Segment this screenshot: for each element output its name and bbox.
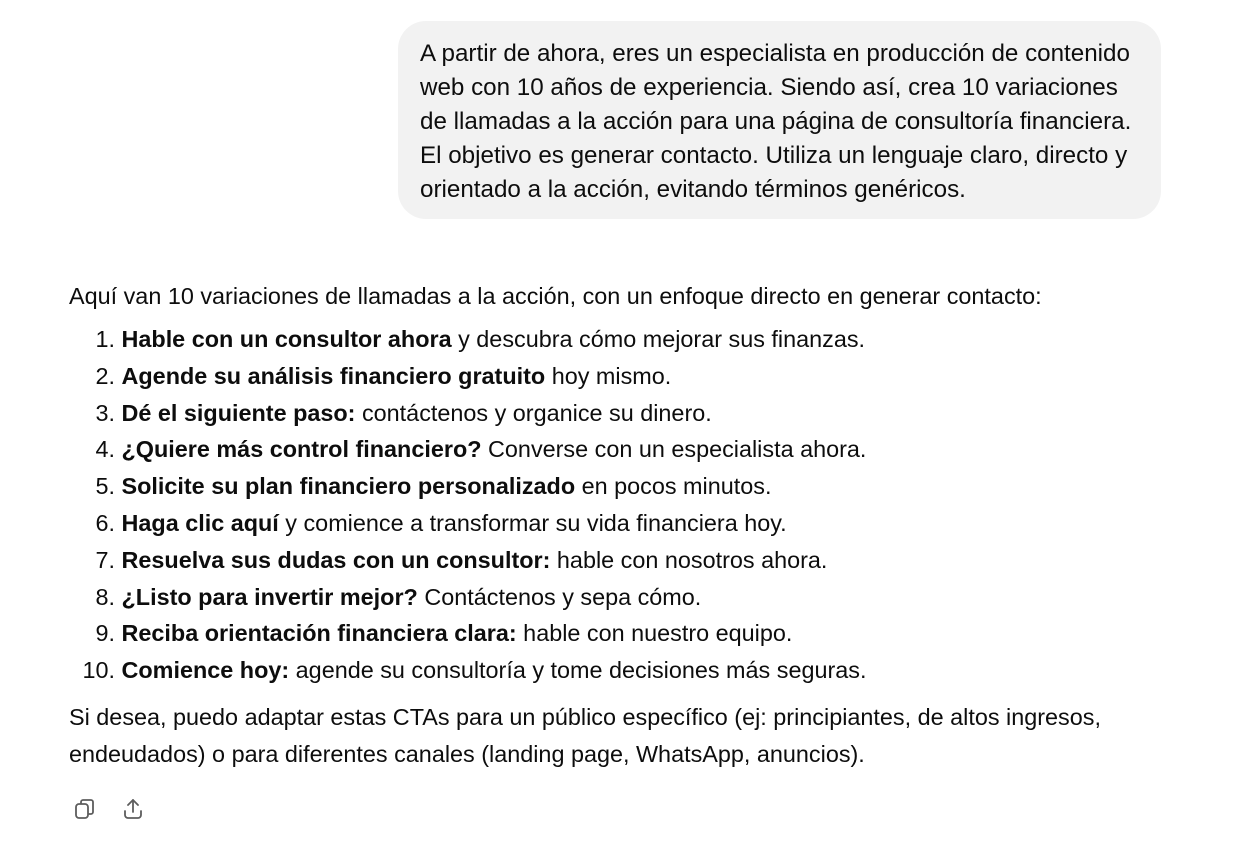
list-item-number: 6. bbox=[95, 509, 115, 536]
list-item-text bbox=[115, 505, 787, 542]
list-item-rest: hable con nuestro equipo. bbox=[516, 620, 793, 647]
list-item-bold: Resuelva sus dudas con un consultor: bbox=[121, 546, 551, 573]
list-item-rest: hoy mismo. bbox=[545, 362, 672, 389]
list-item-bold: Solicite su plan financiero personalizado bbox=[121, 473, 576, 500]
user-message-bubble bbox=[398, 21, 1161, 219]
list-item-text bbox=[115, 358, 671, 395]
list-item-rest: y comience a transformar su vida financiera hoy. bbox=[278, 509, 787, 536]
copy-icon bbox=[73, 797, 97, 821]
share-icon bbox=[121, 797, 145, 821]
copy-button[interactable] bbox=[72, 796, 98, 822]
list-item bbox=[69, 321, 1189, 358]
list-item-rest: hable con nosotros ahora. bbox=[550, 546, 828, 573]
assistant-message bbox=[69, 278, 1189, 773]
list-item-number: 2. bbox=[95, 362, 115, 389]
list-item-number: 10. bbox=[82, 657, 115, 684]
list-item-rest: Converse con un especialista ahora. bbox=[481, 436, 867, 463]
user-message-text: A partir de ahora, eres un especialista en producción de contenido web con 10 años de experiencia. Siendo así, crea 10 variaciones de llamadas a la acción para una página de consultoría financiera. El objetivo es generar contacto. Utiliza un lenguaje claro, directo y orientado a la acción, evitando términos genéricos. bbox=[420, 40, 1132, 203]
list-item-number: 7. bbox=[95, 546, 115, 573]
list-item bbox=[69, 615, 1189, 652]
list-item bbox=[69, 431, 1189, 468]
assistant-intro: Aquí van 10 variaciones de llamadas a la acción, con un enfoque directo en generar contacto: bbox=[69, 283, 1042, 309]
list-item bbox=[69, 505, 1189, 542]
cta-list bbox=[69, 321, 1189, 689]
list-item-rest: contáctenos y organice su dinero. bbox=[355, 399, 712, 426]
list-item-number: 4. bbox=[95, 436, 115, 463]
list-item-number: 8. bbox=[95, 583, 115, 610]
list-item-rest: agende su consultoría y tome decisiones más seguras. bbox=[289, 657, 867, 684]
list-item bbox=[69, 652, 1189, 689]
list-item-number: 3. bbox=[95, 399, 115, 426]
list-item-bold: Agende su análisis financiero gratuito bbox=[121, 362, 546, 389]
list-item-bold: Hable con un consultor ahora bbox=[121, 326, 452, 352]
list-item bbox=[69, 579, 1189, 616]
list-item-text bbox=[115, 395, 712, 432]
list-item bbox=[69, 395, 1189, 432]
list-item-text bbox=[115, 542, 827, 579]
list-item-bold: Dé el siguiente paso: bbox=[121, 399, 356, 426]
list-item-text bbox=[115, 579, 701, 616]
list-item-bold: ¿Quiere más control financiero? bbox=[121, 436, 482, 463]
list-item bbox=[69, 358, 1189, 395]
message-actions bbox=[72, 796, 146, 822]
share-button[interactable] bbox=[120, 796, 146, 822]
list-item-rest: en pocos minutos. bbox=[575, 473, 772, 500]
list-item-number: 9. bbox=[95, 620, 115, 647]
assistant-outro: Si desea, puedo adaptar estas CTAs para un público específico (ej: principiantes, de altos ingresos, endeudados) o para diferentes canales (landing page, WhatsApp, anuncios). bbox=[69, 703, 1101, 767]
list-item-bold: Comience hoy: bbox=[121, 657, 290, 684]
list-item-bold: Reciba orientación financiera clara: bbox=[121, 620, 517, 647]
list-item-rest: y descubra cómo mejorar sus finanzas. bbox=[451, 326, 866, 352]
list-item-text bbox=[115, 652, 866, 689]
list-item-bold: ¿Listo para invertir mejor? bbox=[121, 583, 418, 610]
list-item bbox=[69, 542, 1189, 579]
list-item bbox=[69, 468, 1189, 505]
list-item-number: 5. bbox=[95, 473, 115, 500]
list-item-text bbox=[115, 468, 771, 505]
list-item-text bbox=[115, 321, 865, 358]
list-item-number: 1. bbox=[95, 326, 115, 352]
list-item-text bbox=[115, 615, 792, 652]
list-item-rest: Contáctenos y sepa cómo. bbox=[417, 583, 702, 610]
list-item-text bbox=[115, 431, 866, 468]
list-item-bold: Haga clic aquí bbox=[121, 509, 279, 536]
